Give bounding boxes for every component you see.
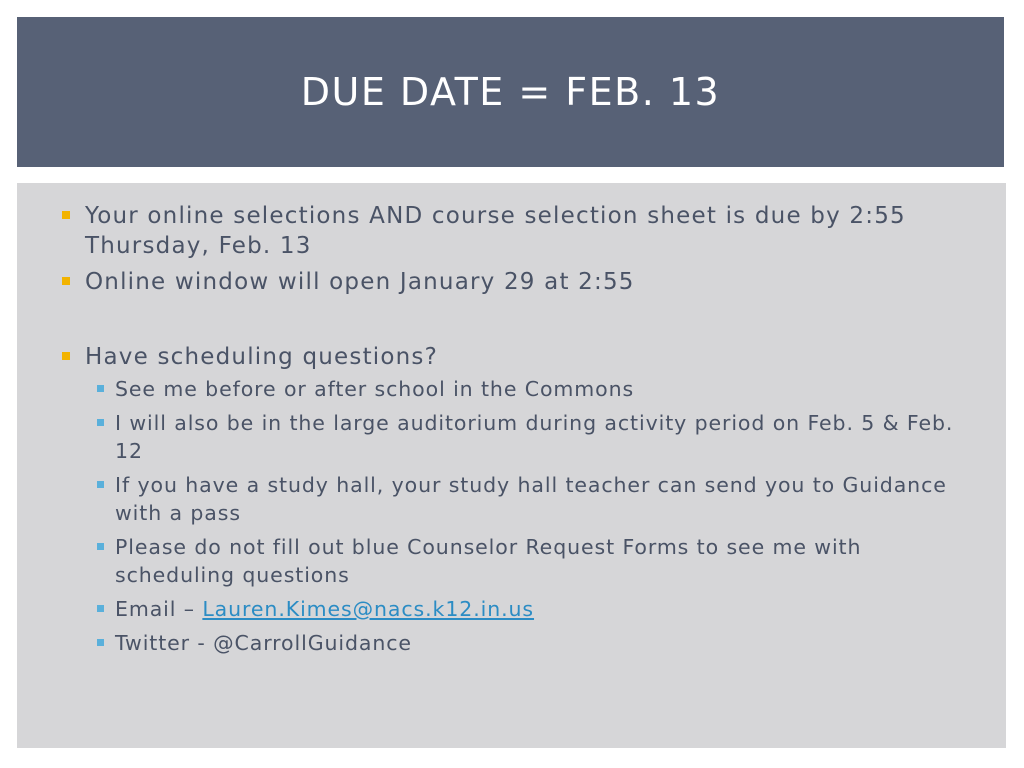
bullet-due-date bbox=[17, 201, 1006, 261]
sub-bullet-auditorium bbox=[17, 409, 1006, 465]
square-bullet-icon bbox=[62, 211, 70, 219]
bullet-text: Have scheduling questions? bbox=[85, 344, 439, 370]
bullet-text: Online window will open January 29 at 2:55 bbox=[85, 269, 635, 295]
sub-bullet-email bbox=[17, 595, 1006, 623]
bullet-text: Your online selections AND course selection sheet is due by 2:55 Thursday, Feb. 13 bbox=[85, 203, 906, 259]
square-bullet-icon bbox=[97, 385, 104, 392]
sub-bullet-text: If you have a study hall, your study hall teacher can send you to Guidance with a pass bbox=[115, 473, 947, 525]
square-bullet-icon bbox=[62, 277, 70, 285]
sub-bullet-text: I will also be in the large auditorium during activity period on Feb. 5 & Feb. 12 bbox=[115, 411, 954, 463]
sub-bullet-text: Twitter - @CarrollGuidance bbox=[115, 631, 412, 655]
email-link[interactable]: Lauren.Kimes@nacs.k12.in.us bbox=[202, 597, 535, 621]
square-bullet-icon bbox=[97, 639, 104, 646]
square-bullet-icon bbox=[62, 352, 70, 360]
sub-bullet-text: Please do not fill out blue Counselor Request Forms to see me with scheduling questions bbox=[115, 535, 862, 587]
bullet-scheduling-questions bbox=[17, 342, 1006, 372]
bullet-list bbox=[17, 201, 1006, 372]
square-bullet-icon bbox=[97, 419, 104, 426]
sub-bullet-twitter bbox=[17, 629, 1006, 657]
sub-bullet-study-hall bbox=[17, 471, 1006, 527]
sub-bullet-commons bbox=[17, 375, 1006, 403]
slide-title: DUE DATE = FEB. 13 bbox=[300, 70, 721, 114]
content-area bbox=[17, 183, 1006, 748]
square-bullet-icon bbox=[97, 605, 104, 612]
email-label: Email – bbox=[115, 597, 203, 621]
sub-bullet-request-forms bbox=[17, 533, 1006, 589]
title-bar bbox=[17, 17, 1004, 167]
square-bullet-icon bbox=[97, 543, 104, 550]
sub-bullet-list bbox=[17, 375, 1006, 657]
sub-bullet-text: See me before or after school in the Commons bbox=[115, 377, 635, 401]
bullet-online-window bbox=[17, 267, 1006, 297]
square-bullet-icon bbox=[97, 481, 104, 488]
